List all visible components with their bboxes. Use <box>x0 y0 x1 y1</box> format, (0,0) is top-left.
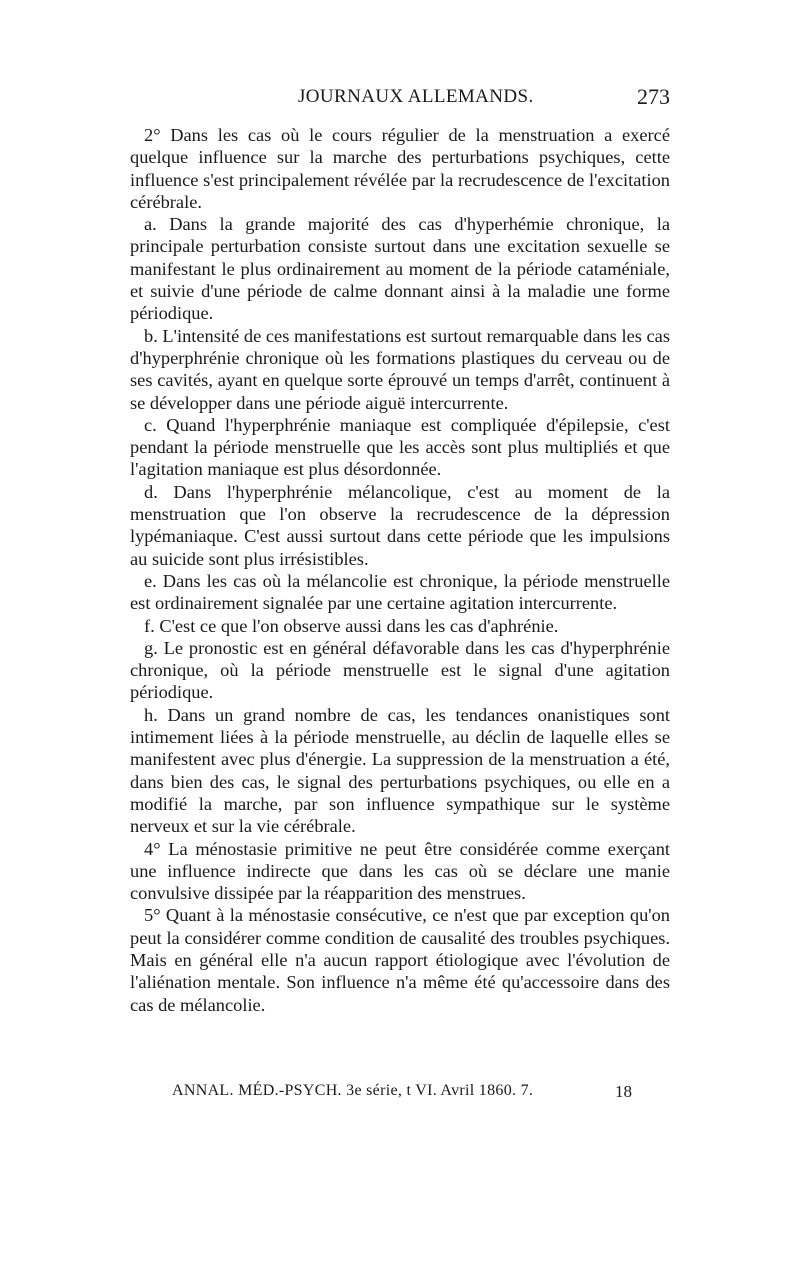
printer-signature: ANNAL. MÉD.-PSYCH. 3e série, t VI. Avril 1860. 7. <box>172 1082 534 1099</box>
paragraph-2: 2° Dans les cas où le cours régulier de la menstruation a exercé quelque influence sur la marche des perturbations psychiques, cette influence s'est principalement révélée par la recrudescence de l'excitation cérébrale. <box>130 125 670 212</box>
paragraph-f: f. C'est ce que l'on observe aussi dans les cas d'aphrénie. <box>144 615 559 636</box>
paragraph-a: a. Dans la grande majorité des cas d'hyperhémie chronique, la principale perturbation consiste surtout dans une excitation sexuelle se manifestant le plus ordinairement au moment de la période cataméniale, et suivie d'une période de calme donnant ainsi à la maladie une forme périodique. <box>130 214 670 324</box>
page-header <box>130 86 670 116</box>
paragraph-b: b. L'intensité de ces manifestations est surtout remarquable dans les cas d'hyperphrénie chronique où les formations plastiques du cerveau ou de ses cavités, ayant en quelque sorte éprouvé un temps d'arrêt, continuent à se développer dans une période aiguë intercurrente. <box>130 325 670 413</box>
page-footer <box>172 1082 632 1106</box>
paragraph-5: 5° Quant à la ménostasie consécutive, ce n'est que par exception qu'on peut la considérer comme condition de causalité des troubles psychiques. Mais en général elle n'a aucun rapport étiologique avec l'évolution de l'aliénation mentale. Son influence n'a même été qu'accessoire dans des cas de mélancolie. <box>130 905 670 1015</box>
paragraph-c: c. Quand l'hyperphrénie maniaque est compliquée d'épilepsie, c'est pendant la période menstruelle que les accès sont plus multipliés et que l'agitation maniaque est plus désordonnée. <box>130 414 670 480</box>
sheet-number: 18 <box>615 1082 632 1101</box>
paragraph-h: h. Dans un grand nombre de cas, les tendances onanistiques sont intimement liées à la période menstruelle, au déclin de laquelle elles se manifestent avec plus d'énergie. La suppression de la menstruation a été, dans bien des cas, le signal des perturbations psychiques, ou elle en a modifié la marche, par son influence sympathique sur le système nerveux et sur la vie cérébrale. <box>130 704 670 837</box>
paragraph-4: 4° La ménostasie primitive ne peut être considérée comme exerçant une influence indirecte que dans les cas où se déclare une manie convulsive dissipée par la réapparition des menstrues. <box>130 838 670 904</box>
running-title: JOURNAUX ALLEMANDS. <box>298 86 534 107</box>
paragraph-g: g. Le pronostic est en général défavorable dans les cas d'hyperphrénie chronique, où la période menstruelle est le signal d'une agitation périodique. <box>130 637 670 703</box>
page-number: 273 <box>637 84 670 109</box>
paragraph-e: e. Dans les cas où la mélancolie est chronique, la période menstruelle est ordinairement signalée par une certaine agitation intercurrente. <box>130 570 670 614</box>
paragraph-d: d. Dans l'hyperphrénie mélancolique, c'est au moment de la menstruation que l'on observe la recrudescence de la dépression lypémaniaque. C'est aussi surtout dans cette période que les impulsions au suicide sont plus irrésistibles. <box>130 481 670 569</box>
body-text <box>130 124 670 1016</box>
